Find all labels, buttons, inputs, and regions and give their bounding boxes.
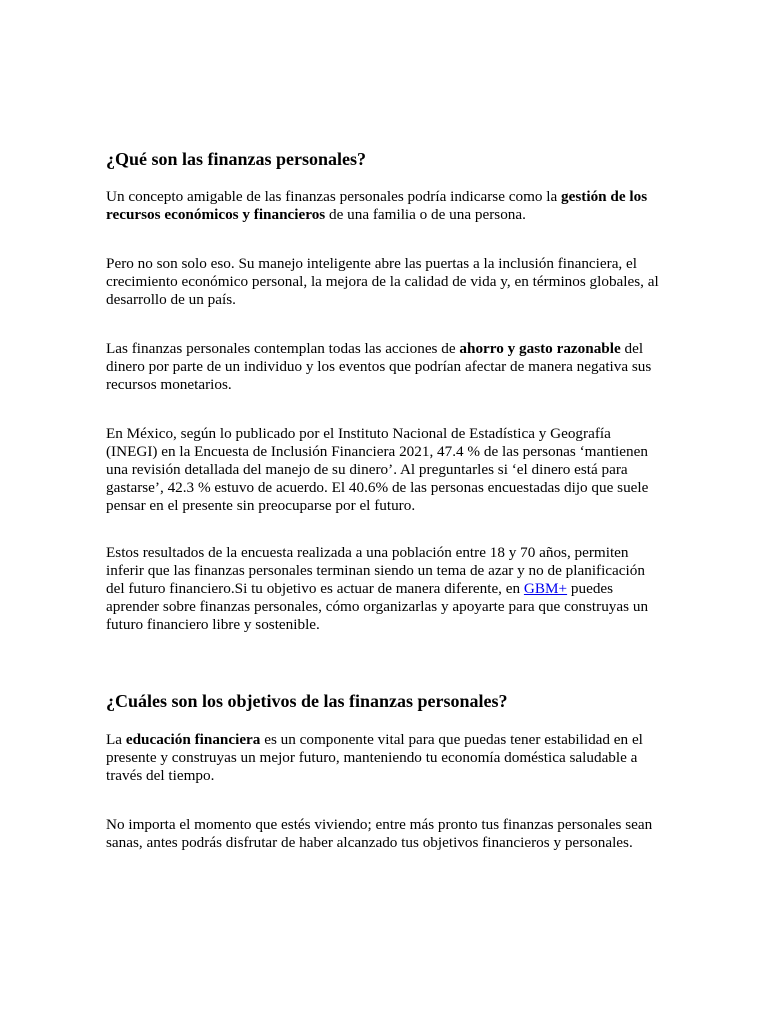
paragraph-text: puedes aprender sobre finanzas personales, cómo organizarlas y apoyarte para que construyas un futuro financiero libre y sostenible. [106,580,649,633]
paragraph-timing: No importa el momento que estés viviendo; entre más pronto tus finanzas personales sean sanas, antes podrás disfrutar de haber alcanzado tus objetivos financieros y personales. [106,816,653,851]
paragraph-text: Estos resultados de la encuesta realizada a una población entre 18 y 70 años, permiten inferir que las finanzas personales terminan siendo un tema de azar y no de planificación del futuro financiero.Si tu objetivo es actuar de manera diferente, en [106,544,645,597]
paragraph-text: de una familia o de una persona. [325,206,526,223]
paragraph-text: La [106,731,126,748]
paragraph-text: Las finanzas personales contemplan todas las acciones de [106,340,460,357]
bold-text: ahorro y gasto razonable [459,340,621,357]
paragraph-definition [106,188,662,224]
paragraph-financial-education [106,731,662,785]
section-heading-objectives: ¿Cuáles son los objetivos de las finanzas personales? [106,691,508,711]
paragraph-survey-results [106,544,662,634]
section-heading-what-are-personal-finances: ¿Qué son las finanzas personales? [106,149,367,169]
bold-text: educación financiera [125,731,261,748]
gbm-plus-link[interactable]: GBM+ [523,580,568,597]
paragraph-text: es un componente vital para que puedas tener estabilidad en el presente y construyas un mejor futuro, manteniendo tu economía doméstica saludable a través del tiempo. [106,731,643,784]
bold-text: gestión de los recursos económicos y financieros [106,188,648,223]
paragraph-benefits: Pero no son solo eso. Su manejo inteligente abre las puertas a la inclusión financiera, el crecimiento económico personal, la mejora de la calidad de vida y, en términos globales, al desarrollo de un país. [106,255,659,308]
paragraph-actions [106,340,662,394]
paragraph-text: del dinero por parte de un individuo y los eventos que podrían afectar de manera negativa sus recursos monetarios. [106,340,652,393]
paragraph-inegi-survey: En México, según lo publicado por el Instituto Nacional de Estadística y Geografía (INEGI) en la Encuesta de Inclusión Financiera 2021, 47.4 % de las personas ‘mantienen una revisión detallada del manejo de su dinero’. Al preguntarles si ‘el dinero está para gastarse’, 42.3 % estuvo de acuerdo. El 40.6% de las personas encuestadas dijo que suele pensar en el presente sin preocuparse por el futuro. [106,425,649,514]
paragraph-text: Un concepto amigable de las finanzas personales podría indicarse como la [106,188,562,205]
